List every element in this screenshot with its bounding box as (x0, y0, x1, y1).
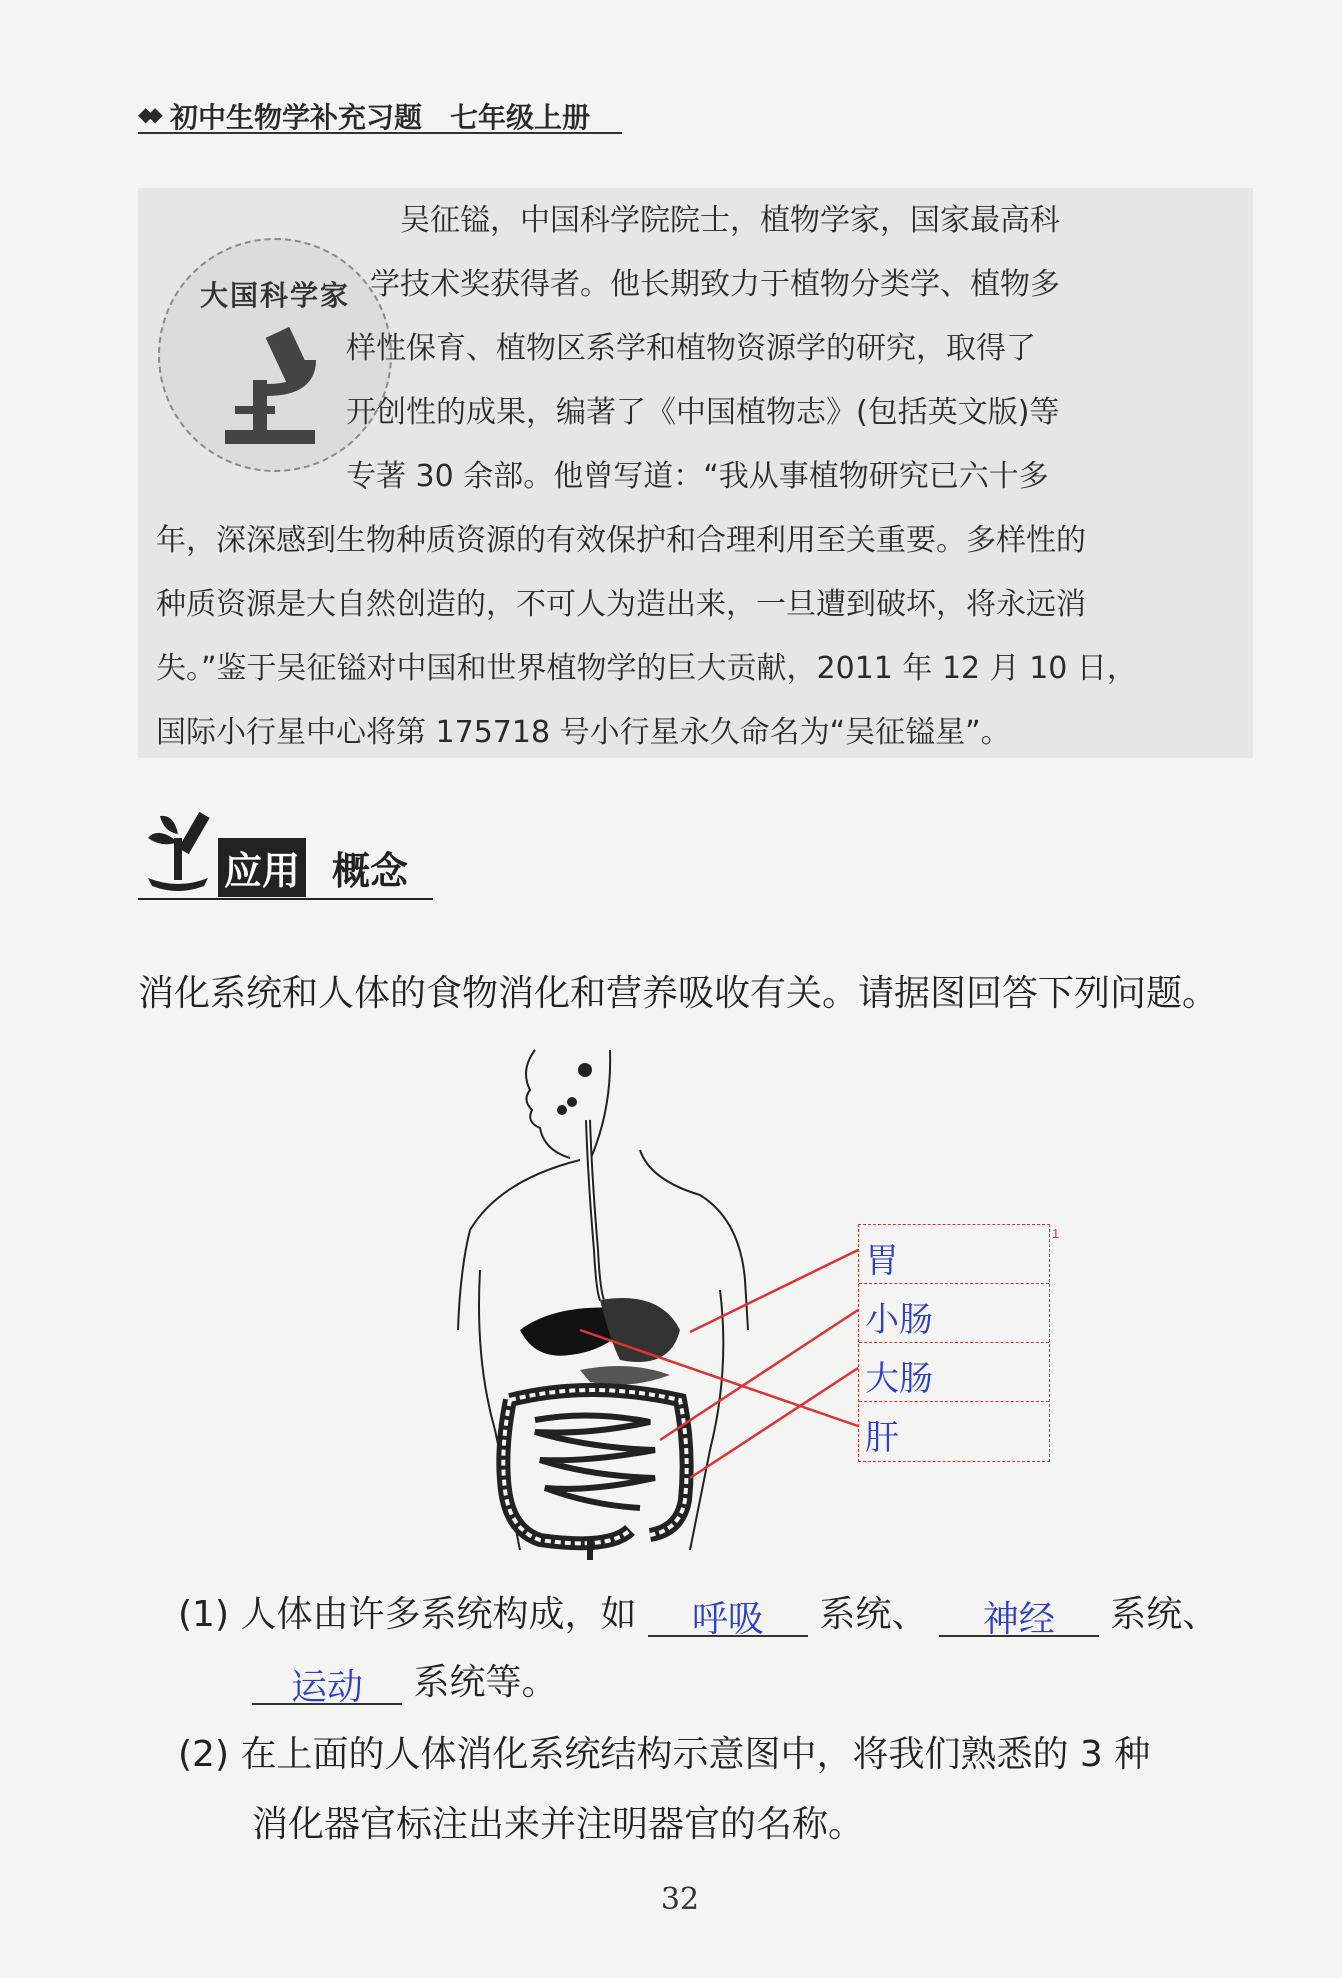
answer-blank-3[interactable]: 运动 (252, 1659, 402, 1705)
question-1-line-1 (178, 1586, 1219, 1640)
q1-mid2: 系统、 (1110, 1594, 1219, 1635)
organ-label-box (858, 1224, 1050, 1462)
annotation-marker: 1 (1052, 1226, 1060, 1241)
organ-label-row (859, 1225, 1049, 1284)
q1-suffix: 系统等。 (413, 1662, 558, 1703)
scientist-text-line: 失。”鉴于吴征镒对中国和世界植物学的巨大贡献，2011 年 12 月 10 日， (156, 651, 1137, 686)
section-highlight: 应用 (218, 838, 306, 897)
scientist-text-line: 国际小行星中心将第 175718 号小行星永久命名为“吴征镒星”。 (156, 715, 1011, 750)
scientist-text-line: 样性保育、植物区系学和植物资源学的研究，取得了 (346, 331, 1036, 366)
header-title: 初中生物学补充习题 七年级上册 (170, 101, 591, 134)
scientist-text-line: 种质资源是大自然创造的，不可人为造出来，一旦遭到破坏，将永远消 (156, 587, 1086, 622)
answer-blank-1[interactable]: 呼吸 (648, 1591, 808, 1637)
diamond-icon: ◆◆ (138, 102, 157, 126)
organ-label: 大肠 (865, 1359, 933, 1399)
scientist-text-line: 年，深深感到生物种质资源的有效保护和合理利用至关重要。多样性的 (156, 523, 1086, 558)
q1-prefix: (1) 人体由许多系统构成，如 (178, 1594, 637, 1635)
organ-label-row (859, 1284, 1049, 1343)
stamp-label: 大国科学家 (199, 279, 350, 312)
question-2-line-2: 消化器官标注出来并注明器官的名称。 (252, 1804, 865, 1845)
organ-label: 胃 (865, 1241, 899, 1281)
section-title: 概念 (332, 849, 409, 893)
organ-label-row (859, 1402, 1049, 1460)
organ-label: 小肠 (865, 1300, 933, 1340)
answer-blank-2[interactable]: 神经 (939, 1591, 1099, 1637)
page-number: 32 (660, 1882, 700, 1917)
organ-label-row (859, 1343, 1049, 1402)
question-1-line-2 (252, 1654, 558, 1708)
organ-label: 肝 (865, 1418, 899, 1458)
scientist-text-line: 专著 30 余部。他曾写道：“我从事植物研究已六十多 (346, 459, 1049, 494)
scientist-text-line: 开创性的成果，编著了《中国植物志》(包括英文版)等 (346, 395, 1060, 430)
scientist-text-line: 学技术奖获得者。他长期致力于植物分类学、植物多 (370, 267, 1060, 302)
scientist-text-line: 吴征镒，中国科学院院士，植物学家，国家最高科 (400, 203, 1060, 238)
q1-mid1: 系统、 (819, 1594, 928, 1635)
question-text: 消化系统和人体的食物消化和营养吸收有关。请据图回答下列问题。 (138, 973, 1219, 1014)
question-2-line-1: (2) 在上面的人体消化系统结构示意图中，将我们熟悉的 3 种 (178, 1734, 1151, 1775)
